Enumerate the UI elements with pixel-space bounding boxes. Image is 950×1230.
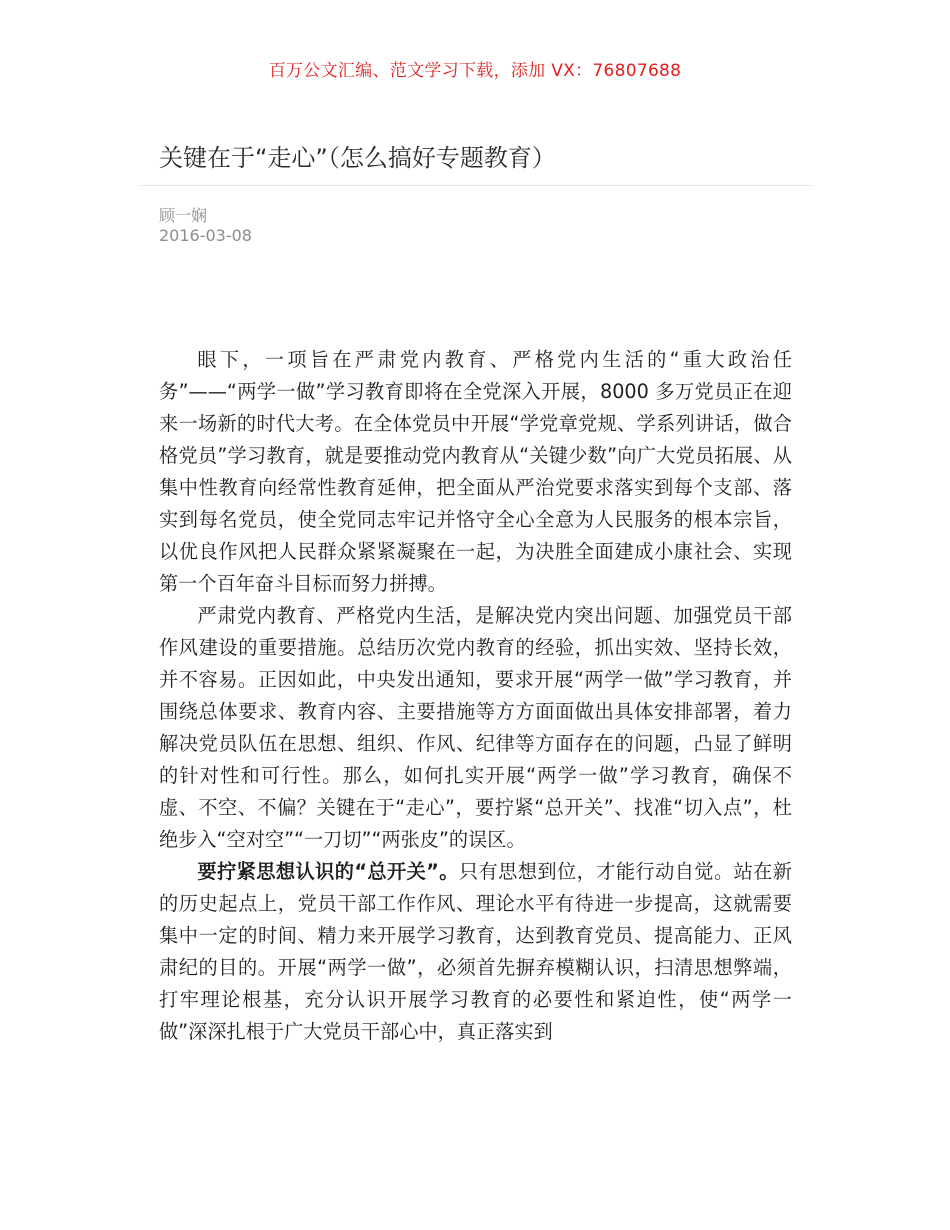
paragraph-text: 只有思想到位，才能行动自觉。站在新的历史起点上，党员干部工作作风、理论水平有待进一步提高，这就需要集中一定的时间、精力来开展学习教育，达到教育党员、提高能力、正风肃纪的目的。开展“两学一做”，必须首先摒弃模糊认识，扫清思想弊端，打牢理论根基，充分认识开展学习教育的必要性和紧迫性，使“两学一做”深深扎根于广大党员干部心中，真正落实到	[159, 860, 792, 1043]
paragraph-text: 严肃党内教育、严格党内生活，是解决党内突出问题、加强党员干部作风建设的重要措施。总结历次党内教育的经验，抓出实效、坚持长效，并不容易。正因如此，中央发出通知，要求开展“两学一做”学习教育，并围绕总体要求、教育内容、主要措施等方方面面做出具体安排部署，着力解决党员队伍在思想、组织、作风、纪律等方面存在的问题，凸显了鲜明的针对性和可行性。那么，如何扎实开展“两学一做”学习教育，确保不虚、不空、不偏？关键在于“走心”，要拧紧“总开关”、找准“切入点”，杜绝步入“空对空”“一刀切”“两张皮”的误区。	[159, 604, 792, 851]
article-paragraph	[159, 344, 792, 600]
article-author: 顾一娴	[159, 206, 208, 225]
watermark-banner: 百万公文汇编、范文学习下载，添加 VX：76807688	[268, 61, 682, 81]
article-body	[159, 344, 792, 1048]
article-paragraph	[159, 856, 792, 1048]
paragraph-lead: 要拧紧思想认识的“总开关”。	[197, 860, 459, 883]
paragraph-text: 眼下，一项旨在严肃党内教育、严格党内生活的“重大政治任务”——“两学一做”学习教育即将在全党深入开展，8000 多万党员正在迎来一场新的时代大考。在全体党员中开展“学党章党规、学系列讲话，做合格党员”学习教育，就是要推动党内教育从“关键少数”向广大党员拓展、从集中性教育向经常性教育延伸，把全面从严治党要求落实到每个支部、落实到每名党员，使全党同志牢记并恪守全心全意为人民服务的根本宗旨，以优良作风把人民群众紧紧凝聚在一起，为决胜全面建成小康社会、实现第一个百年奋斗目标而努力拼搏。	[159, 348, 792, 595]
title-divider	[141, 185, 811, 186]
article-date: 2016-03-08	[159, 226, 252, 245]
article-title: 关键在于“走心”（怎么搞好专题教育）	[159, 144, 556, 172]
article-paragraph	[159, 600, 792, 856]
